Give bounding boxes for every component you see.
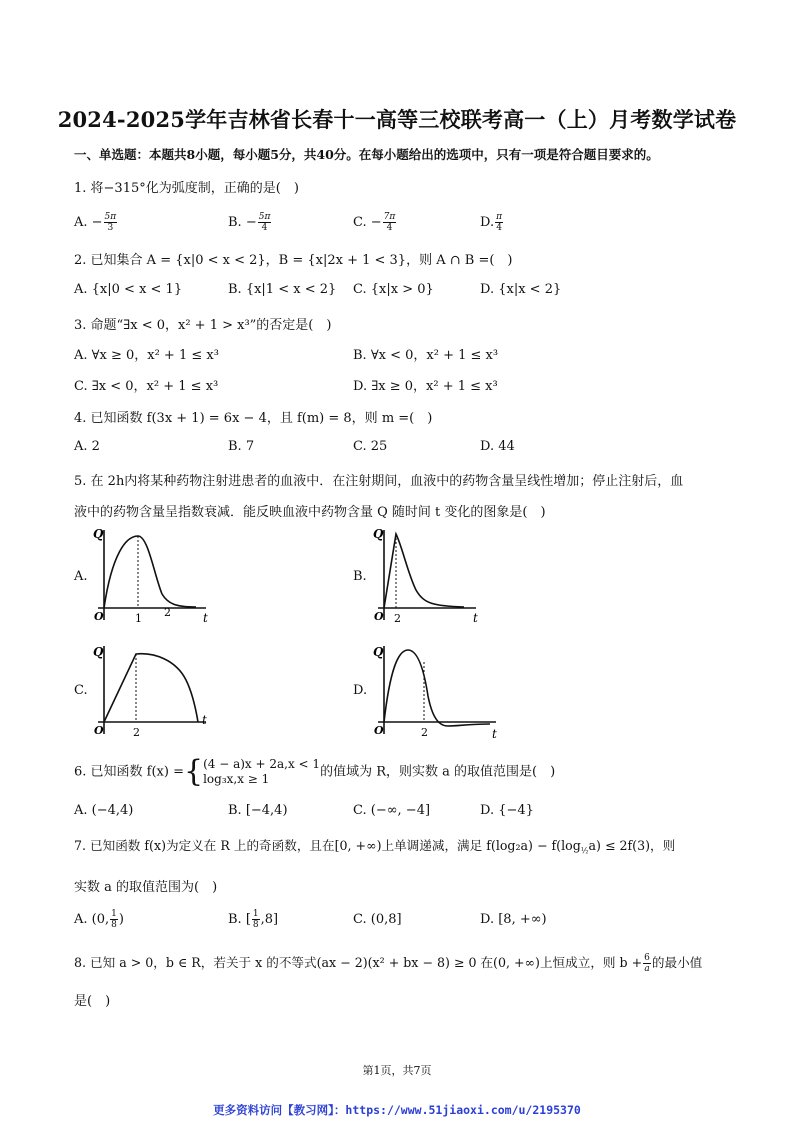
q7-option-b[interactable] <box>228 909 278 930</box>
q1-c-fraction <box>383 212 397 233</box>
question-4: 4. 已知函数 f(3x + 1) = 6x − 4，且 f(m) = 8，则 m =( ) <box>74 411 433 426</box>
q4-option-c[interactable]: C. 25 <box>353 439 388 454</box>
graph-d-tick: 2 <box>421 726 428 739</box>
graph-a-tick-2: 2 <box>164 606 171 619</box>
q8-fraction <box>643 953 651 974</box>
q2-option-a[interactable]: A. {x|0 < x < 1} <box>74 282 183 297</box>
question-7-line-1 <box>74 835 675 856</box>
q7-a-end: ) <box>118 912 124 927</box>
q1-d-fraction <box>495 212 503 233</box>
q1-a-den: 3 <box>107 223 114 233</box>
q7-line1-b: a) ≤ 2f(3)，则 <box>588 838 676 853</box>
q5-option-c[interactable]: C. <box>74 683 88 698</box>
q6-cases <box>203 757 320 787</box>
q1-option-a[interactable] <box>74 212 118 233</box>
q1-option-c[interactable] <box>353 212 397 233</box>
q1-b-label: B. − <box>228 215 257 230</box>
q4-option-b[interactable]: B. 7 <box>228 439 255 454</box>
graph-c-tick: 2 <box>133 726 140 739</box>
q7-line1-a: 7. 已知函数 f(x)为定义在 R 上的奇函数，且在[0, +∞)上单调递减，满足 f(log₂a) − f(log <box>74 838 581 853</box>
q7-a-label: A. (0, <box>74 912 110 927</box>
q5-graph-c <box>88 640 213 742</box>
q2-option-c[interactable]: C. {x|x > 0} <box>353 282 434 297</box>
q6-option-c[interactable]: C. (−∞, −4] <box>353 803 431 818</box>
graph-b-t-label: t <box>473 611 478 625</box>
q7-a-num: 1 <box>111 909 117 919</box>
q3-option-d[interactable]: D. ∃x ≥ 0，x² + 1 ≤ x³ <box>353 379 498 394</box>
q6-prefix: 6. 已知函数 f(x) = <box>74 764 184 780</box>
graph-a-q-label: Q <box>93 527 104 541</box>
q1-c-num: 7π <box>383 212 396 222</box>
q6-case-2: log₃x,x ≥ 1 <box>203 772 270 786</box>
graph-c-curve <box>104 654 198 722</box>
question-8-line-2: 是( ) <box>74 994 111 1009</box>
q6-case-1: (4 − a)x + 2a,x < 1 <box>203 757 321 771</box>
graph-c-origin: O <box>94 724 104 737</box>
graph-d-t-label: t <box>492 727 497 741</box>
q3-option-b[interactable]: B. ∀x < 0，x² + 1 ≤ x³ <box>353 348 499 363</box>
q7-b-end: ,8] <box>260 912 279 927</box>
q5-option-a[interactable]: A. <box>74 569 88 584</box>
graph-a-origin: O <box>94 610 104 623</box>
question-5-line-1: 5. 在 2h内将某种药物注射进患者的血液中．在注射期间，血液中的药物含量呈线性增加；停止注射后，血 <box>74 474 684 489</box>
q1-d-label: D. <box>480 215 495 230</box>
q1-b-den: 4 <box>261 223 268 233</box>
q3-option-a[interactable]: A. ∀x ≥ 0，x² + 1 ≤ x³ <box>74 348 219 363</box>
graph-c-q-label: Q <box>93 645 104 659</box>
q5-graph-b <box>368 524 483 626</box>
q8-line1-a: 8. 已知 a > 0，b ∈ R，若关于 x 的不等式(ax − 2)(x² + bx − 8) ≥ 0 在(0, +∞)上恒成立，则 b + <box>74 955 643 970</box>
graph-a-tick-1: 1 <box>135 612 142 625</box>
q8-line1-b: 的最小值 <box>651 955 703 970</box>
question-8-line-1 <box>74 952 702 974</box>
graph-a-curve <box>104 536 196 608</box>
q6-option-a[interactable]: A. (−4,4) <box>74 803 134 818</box>
q5-graph-a <box>88 524 213 626</box>
q1-c-den: 4 <box>386 223 393 233</box>
resource-link[interactable]: 更多资料访问【教习网】：https://www.51jiaoxi.com/u/2195370 <box>213 1103 581 1117</box>
q1-d-num: π <box>496 212 503 222</box>
q1-a-fraction <box>104 212 118 233</box>
q5-graph-d <box>368 640 503 742</box>
graph-c-t-label: t <box>202 713 207 727</box>
q1-a-num: 5π <box>104 212 117 222</box>
q8-den: a <box>644 964 650 974</box>
q6-option-b[interactable]: B. [−4,4) <box>228 803 288 818</box>
q5-option-d[interactable]: D. <box>353 683 368 698</box>
question-2: 2. 已知集合 A = {x|0 < x < 2}，B = {x|2x + 1 < 3}，则 A ∩ B =( ) <box>74 253 513 268</box>
q2-option-d[interactable]: D. {x|x < 2} <box>480 282 562 297</box>
q6-brace: { <box>183 754 204 789</box>
graph-a-t-label: t <box>203 611 208 625</box>
q7-b-num: 1 <box>252 909 259 919</box>
q1-option-d[interactable] <box>480 212 504 233</box>
q7-b-den: 8 <box>252 920 259 930</box>
graph-d-curve <box>384 650 490 726</box>
q4-option-d[interactable]: D. 44 <box>480 439 515 454</box>
page-footer: 第1页，共7页 <box>362 1064 432 1077</box>
section-header: 一、单选题：本题共8小题，每小题5分，共40分。在每小题给出的选项中，只有一项是符合题目要求的。 <box>74 147 659 162</box>
q3-option-c[interactable]: C. ∃x < 0，x² + 1 ≤ x³ <box>74 379 219 394</box>
q7-option-c[interactable]: C. (0,8] <box>353 912 402 927</box>
q7-sub: ½ <box>580 846 589 856</box>
q2-option-b[interactable]: B. {x|1 < x < 2} <box>228 282 337 297</box>
q7-b-fraction <box>252 909 260 930</box>
question-1: 1. 将−315°化为弧度制，正确的是( ) <box>74 181 299 196</box>
graph-b-origin: O <box>374 610 384 623</box>
q1-b-num: 5π <box>258 212 271 222</box>
page-title: 2024-2025学年吉林省长春十一高等三校联考高一（上）月考数学试卷 <box>57 107 737 132</box>
q8-num: 6 <box>644 953 650 963</box>
graph-d-q-label: Q <box>373 645 384 659</box>
q7-a-den: 8 <box>111 920 117 930</box>
q6-suffix: 的值域为 R，则实数 a 的取值范围是( ) <box>320 764 556 780</box>
graph-b-tick: 2 <box>394 612 401 625</box>
q1-b-fraction <box>258 212 272 233</box>
q7-b-label: B. [ <box>228 912 251 927</box>
q1-option-b[interactable] <box>228 212 272 233</box>
q4-option-a[interactable]: A. 2 <box>74 439 100 454</box>
question-7-line-2: 实数 a 的取值范围为( ) <box>74 880 218 895</box>
graph-d-origin: O <box>374 724 384 737</box>
q7-a-fraction <box>110 909 118 930</box>
q1-d-den: 4 <box>496 223 502 233</box>
q7-option-d[interactable]: D. [8, +∞) <box>480 912 547 927</box>
question-5-line-2: 液中的药物含量呈指数衰减．能反映血液中药物含量 Q 随时间 t 变化的图象是( ) <box>74 505 546 520</box>
q1-c-label: C. − <box>353 215 382 230</box>
question-3: 3. 命题“∃x < 0，x² + 1 > x³”的否定是( ) <box>74 318 332 333</box>
q6-option-d[interactable]: D. {−4} <box>480 803 534 818</box>
q7-option-a[interactable] <box>74 909 124 930</box>
q5-option-b[interactable]: B. <box>353 569 367 584</box>
q1-a-label: A. − <box>74 215 103 230</box>
graph-b-q-label: Q <box>373 527 384 541</box>
question-6 <box>74 754 556 789</box>
